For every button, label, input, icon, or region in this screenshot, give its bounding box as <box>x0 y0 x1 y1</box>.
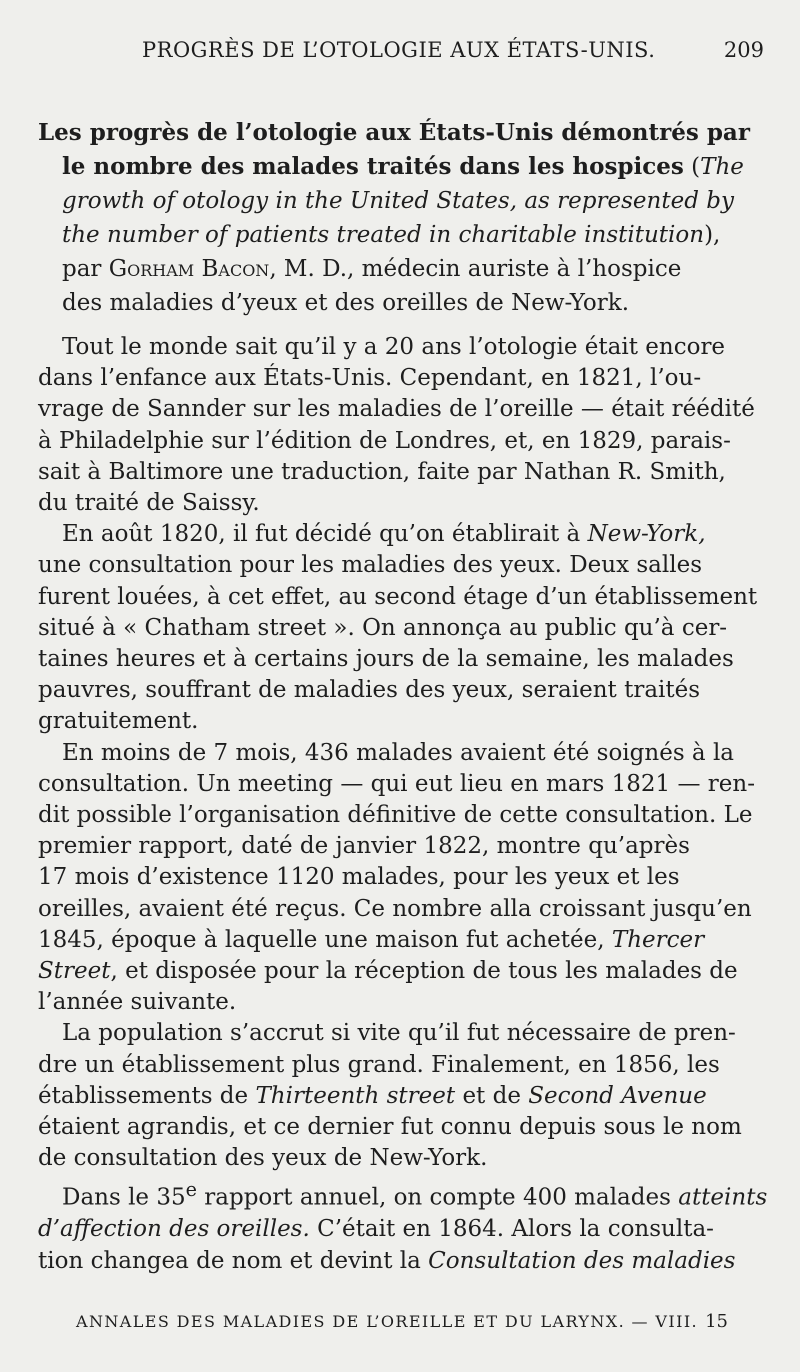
paragraph-1-line-5: sait à Baltimore une traduction, faite par Nathan R. Smith, <box>38 458 726 485</box>
paragraph-2 <box>38 519 764 737</box>
paragraph-4-line-3-italic-2: Second Avenue <box>528 1082 707 1109</box>
article-body <box>38 332 768 1277</box>
paragraph-3-line-2: consultation. Un meeting — qui eut lieu en mars 1821 — ren- <box>38 770 755 797</box>
paragraph-3-line-1: En moins de 7 mois, 436 malades avaient été soignés à la <box>62 739 735 766</box>
paragraph-3-line-5: 17 mois d’existence 1120 malades, pour les yeux et les <box>38 864 680 891</box>
paragraph-4-line-5: de consultation des yeux de New-York. <box>38 1145 488 1172</box>
heading-line-2-bold: le nombre des malades traités dans les hospices <box>62 153 684 180</box>
heading-line-4-italic: the number of patients treated in charitable institution <box>62 222 705 248</box>
paragraph-5-line-1-mid: rapport annuel, on compte 400 malades <box>204 1185 671 1212</box>
paragraph-3-line-7 <box>38 925 764 956</box>
paragraph-2-line-1-text: En août 1820, il fut décidé qu’on établirait à <box>62 521 581 548</box>
paragraph-5-superscript: e <box>185 1178 197 1202</box>
paragraph-4-line-2: dre un établissement plus grand. Finalement, en 1856, les <box>38 1051 720 1078</box>
sheet-number: 15 <box>705 1311 728 1332</box>
paragraph-2-line-1 <box>38 519 764 550</box>
heading-line-1: Les progrès de l’otologie aux États-Unis démontrés par <box>38 119 750 146</box>
paragraph-2-line-4: situé à « Chatham street ». On annonça au public qu’à cer- <box>38 614 728 641</box>
paragraph-4-line-3 <box>38 1081 764 1112</box>
paragraph-5-line-1 <box>38 1174 768 1214</box>
paragraph-5-line-1-italic: atteints <box>678 1185 768 1212</box>
heading-line-3-italic: growth of otology in the United States, as represented by <box>62 188 734 214</box>
paragraph-4-line-4: étaient agrandis, et ce dernier fut connu depuis sous le nom <box>38 1114 742 1141</box>
paragraph-1-line-4: à Philadelphie sur l’édition de Londres, et, en 1829, parais- <box>38 427 731 454</box>
article-heading <box>38 116 764 320</box>
paragraph-2-line-3: furent louées, à cet effet, au second étage d’un établissement <box>38 583 758 610</box>
paragraph-5-line-3-prefix: tion changea de nom et devint la <box>38 1247 421 1274</box>
paragraph-3-line-7-text: 1845, époque à laquelle une maison fut achetée, <box>38 926 605 953</box>
paragraph-4-line-1: La population s’accrut si vite qu’il fut nécessaire de pren- <box>62 1020 736 1047</box>
page-number: 209 <box>723 38 764 62</box>
journal-title: ANNALES DES MALADIES DE L’OREILLE ET DU LARYNX. — VIII. <box>76 1312 699 1331</box>
paragraph-1-line-2: dans l’enfance aux États-Unis. Cependant, en 1821, l’ou- <box>38 365 702 392</box>
heading-line-2: le nombre des malades traités dans les hospices (The <box>62 153 744 180</box>
paragraph-4-line-3-italic-1: Thirteenth street <box>255 1082 456 1109</box>
paragraph-2-line-5: taines heures et à certains jours de la semaine, les malades <box>38 646 734 673</box>
paragraph-5-line-3-italic: Consultation des maladies <box>428 1247 736 1274</box>
heading-line-4-tail: ), <box>704 222 721 248</box>
paragraph-1-line-6: du traité de Saissy. <box>38 490 260 517</box>
author-name: Gorham Bacon <box>108 256 270 282</box>
paragraph-3-line-9: l’année suivante. <box>38 989 237 1016</box>
paragraph-2-line-7: gratuitement. <box>38 708 199 735</box>
running-title: PROGRÈS DE L’OTOLOGIE AUX ÉTATS-UNIS. <box>142 38 656 62</box>
heading-line-2-italic: The <box>700 154 744 180</box>
paragraph-2-line-1-italic: New-York, <box>587 521 706 548</box>
paragraph-3-line-3: dit possible l’organisation définitive de cette consultation. Le <box>38 802 753 829</box>
paragraph-4 <box>38 1018 764 1174</box>
paragraph-4-line-3-prefix: établissements de <box>38 1082 249 1109</box>
paragraph-2-line-2: une consultation pour les maladies des yeux. Deux salles <box>38 552 703 579</box>
paragraph-3-line-8-italic: Street <box>38 958 111 985</box>
paragraph-3 <box>38 738 764 1019</box>
paragraph-3-line-8 <box>38 956 764 987</box>
paragraph-5-line-1-prefix: Dans le 35 <box>62 1185 186 1212</box>
paragraph-5-line-2-suffix: C’était en 1864. Alors la consulta- <box>317 1216 714 1243</box>
paragraph-1-line-3: vrage de Sannder sur les maladies de l’oreille — était réédité <box>38 396 755 423</box>
heading-line-5-prefix: par <box>62 256 102 282</box>
page-footer <box>38 1304 764 1340</box>
paragraph-5-line-3 <box>38 1246 764 1277</box>
paragraph-3-line-4: premier rapport, daté de janvier 1822, montre qu’après <box>38 833 690 860</box>
paragraph-3-line-6: oreilles, avaient été reçus. Ce nombre alla croissant jusqu’en <box>38 895 752 922</box>
heading-line-6: des maladies d’yeux et des oreilles de New-York. <box>62 290 630 316</box>
paragraph-5-line-2-italic: d’affection des oreilles. <box>38 1216 310 1243</box>
heading-line-4 <box>38 218 764 252</box>
paragraph-3-line-8-text: , et disposée pour la réception de tous les malades de <box>110 958 738 985</box>
paragraph-2-line-6: pauvres, souffrant de maladies des yeux, seraient traités <box>38 677 701 704</box>
paragraph-1-line-1: Tout le monde sait qu’il y a 20 ans l’otologie était encore <box>62 334 726 360</box>
heading-line-3 <box>38 184 764 218</box>
heading-line-5 <box>38 252 764 286</box>
paragraph-3-line-7-italic: Thercer <box>611 926 705 953</box>
paragraph-1 <box>38 332 764 519</box>
heading-line-5-suffix: , M. D., médecin auriste à l’hospice <box>269 256 682 282</box>
running-header <box>38 30 764 70</box>
document-page <box>38 30 768 1340</box>
paragraph-5 <box>38 1174 768 1276</box>
paragraph-4-line-3-mid: et de <box>462 1082 521 1109</box>
paragraph-5-line-2 <box>38 1214 764 1245</box>
